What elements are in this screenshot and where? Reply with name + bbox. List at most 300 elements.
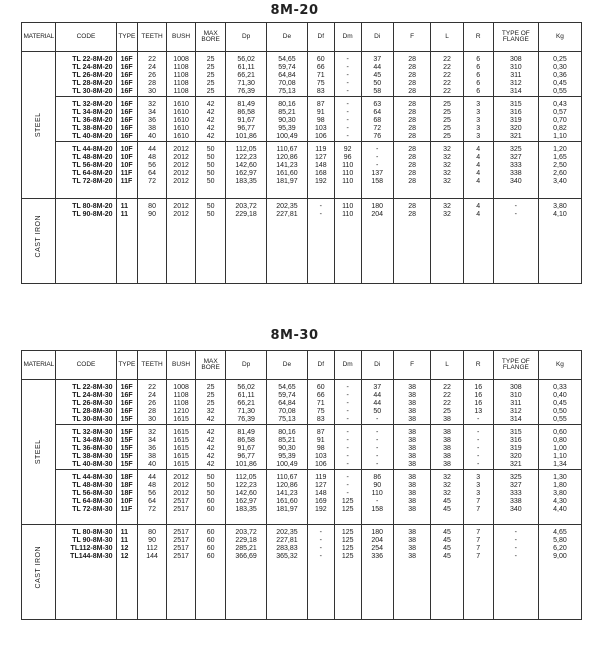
header-row xyxy=(22,351,582,380)
table-cell: 45 xyxy=(443,537,451,544)
column-code-cell xyxy=(56,52,116,97)
table-cell: 110,67 xyxy=(276,146,298,153)
table-cell: 38 xyxy=(408,529,417,536)
table-cell: 11 xyxy=(120,211,128,218)
table-cell: 22 xyxy=(443,384,451,391)
table-cell: 122,23 xyxy=(235,154,257,161)
column-type-cell xyxy=(116,525,137,620)
table-cell: 2517 xyxy=(173,553,189,560)
table-cell: 32 xyxy=(443,482,451,489)
table-cell: TL 38-8M-30 xyxy=(72,453,113,460)
table-cell: 22 xyxy=(443,72,451,79)
table-cell: 106 xyxy=(314,461,327,468)
table-cell: 86,58 xyxy=(237,109,255,116)
column-kg-cell xyxy=(538,470,581,525)
table-cell: 340 xyxy=(509,506,522,513)
table-cell: 38 xyxy=(408,545,417,552)
table-cell: 32 xyxy=(148,429,156,436)
table-cell: 162,97 xyxy=(235,170,257,177)
table-cell: 66 xyxy=(316,392,325,399)
table-cell: 6 xyxy=(476,56,481,63)
column-f-cell xyxy=(393,97,431,142)
table-cell: 90,30 xyxy=(278,117,296,124)
table-cell: 54,65 xyxy=(278,384,296,391)
table-cell: 38 xyxy=(443,416,451,423)
table-cell: 44 xyxy=(373,400,382,407)
table-cell: 110 xyxy=(342,170,354,177)
table-cell: 28 xyxy=(408,117,417,124)
table-cell: - xyxy=(514,529,517,536)
table-cell: - xyxy=(514,203,517,210)
table-cell: 333 xyxy=(509,162,522,169)
table-cell: TL 90-8M-20 xyxy=(72,211,113,218)
section-title-8m-20: 8M-20 xyxy=(270,3,319,18)
table-cell: 16 xyxy=(474,384,483,391)
table-cell: 2517 xyxy=(173,506,189,513)
column-de-cell xyxy=(267,525,308,620)
table-cell: 3 xyxy=(476,133,481,140)
table-cell: 7 xyxy=(476,498,481,505)
table-cell: 36 xyxy=(148,117,156,124)
table-cell: - xyxy=(346,408,349,415)
row-group xyxy=(22,199,582,284)
table-cell: 0,45 xyxy=(553,400,567,407)
table-cell: 28 xyxy=(408,178,417,185)
table-cell: 28 xyxy=(408,133,417,140)
column-header-bush: BUSH xyxy=(167,351,196,380)
column-r-cell xyxy=(463,97,493,142)
table-cell: 86,58 xyxy=(237,437,255,444)
table-cell: 4 xyxy=(476,162,481,169)
table-cell: - xyxy=(376,461,379,468)
table-cell: 110 xyxy=(342,178,354,185)
column-dp-cell xyxy=(226,52,267,97)
table-cell: 66,21 xyxy=(237,400,255,407)
table-cell: 327 xyxy=(509,482,522,489)
table-cell: 50 xyxy=(206,474,215,481)
column-max-bore-cell xyxy=(196,142,226,199)
table-cell: - xyxy=(477,461,480,468)
table-cell: - xyxy=(319,529,322,536)
table-cell: 112,05 xyxy=(235,146,257,153)
column-header-r: R xyxy=(463,351,493,380)
table-cell: 16F xyxy=(120,133,133,140)
column-dp-cell xyxy=(226,142,267,199)
column-dp-cell xyxy=(226,470,267,525)
table-cell: 11 xyxy=(120,529,128,536)
column-teeth-cell xyxy=(138,425,167,470)
table-cell: 101,86 xyxy=(235,133,257,140)
column-header-max-bore: MAX BORE xyxy=(196,23,226,52)
table-cell: - xyxy=(477,416,480,423)
table-cell: 203,72 xyxy=(235,203,257,210)
table-cell: 4 xyxy=(476,146,481,153)
table-cell: 96,77 xyxy=(237,125,255,132)
table-cell: 127 xyxy=(314,482,327,489)
column-f-cell xyxy=(393,380,431,425)
table-cell: 101,86 xyxy=(235,461,257,468)
material-cell xyxy=(22,380,56,525)
table-cell: 1,80 xyxy=(553,482,567,489)
table-cell: 42 xyxy=(206,416,215,423)
table-cell: 75,13 xyxy=(278,416,296,423)
table-cell: 11F xyxy=(120,170,133,177)
table-cell: 16F xyxy=(120,392,133,399)
table-cell: 28 xyxy=(408,80,417,87)
table-cell: TL 80-8M-30 xyxy=(72,529,113,536)
table-cell: 56,02 xyxy=(237,384,255,391)
table-cell: 10F xyxy=(120,162,133,169)
table-cell: 38 xyxy=(443,453,451,460)
column-header-r: R xyxy=(463,23,493,52)
table-cell: 42 xyxy=(206,125,215,132)
table-cell: 1,30 xyxy=(553,474,567,481)
column-di-cell xyxy=(361,525,393,620)
table-cell: 85,21 xyxy=(278,437,296,444)
column-de-cell xyxy=(267,52,308,97)
table-cell: 18F xyxy=(120,490,133,497)
column-dp-cell xyxy=(226,425,267,470)
table-cell: TL 34-8M-30 xyxy=(72,437,113,444)
table-cell: 311 xyxy=(510,72,522,79)
column-header-f: F xyxy=(393,351,431,380)
table-cell: 16F xyxy=(120,125,133,132)
table-cell: 15F xyxy=(120,429,133,436)
table-cell: 0,30 xyxy=(553,64,567,71)
column-kg-cell xyxy=(538,380,581,425)
table-cell: 0,43 xyxy=(553,101,567,108)
column-df-cell xyxy=(307,97,334,142)
column-df-cell xyxy=(307,470,334,525)
table-cell: 4 xyxy=(476,170,481,177)
table-cell: 4 xyxy=(476,203,481,210)
table-cell: 63 xyxy=(373,101,382,108)
table-cell: 80,16 xyxy=(278,429,296,436)
table-cell: 60 xyxy=(206,498,215,505)
table-cell: 90 xyxy=(373,482,382,489)
column-type-flange-cell xyxy=(493,380,538,425)
column-type-flange-cell xyxy=(493,97,538,142)
column-r-cell xyxy=(463,425,493,470)
column-teeth-cell xyxy=(138,525,167,620)
table-cell: 80 xyxy=(148,203,156,210)
column-di-cell xyxy=(361,142,393,199)
table-cell: 13 xyxy=(474,408,483,415)
column-type-cell xyxy=(116,52,137,97)
table-cell: 0,36 xyxy=(553,72,567,79)
table-cell: 28 xyxy=(148,80,156,87)
table-cell: - xyxy=(376,429,379,436)
column-code-cell xyxy=(56,525,116,620)
column-df-cell xyxy=(307,199,334,284)
table-cell: 45 xyxy=(443,545,451,552)
table-cell: 25 xyxy=(206,88,215,95)
table-cell: - xyxy=(346,117,349,124)
table-cell: 38 xyxy=(408,429,417,436)
table-cell: 15F xyxy=(120,437,133,444)
table-cell: 10F xyxy=(120,498,133,505)
column-r-cell xyxy=(463,142,493,199)
row-group xyxy=(22,425,582,470)
table-cell: - xyxy=(477,445,480,452)
column-header-type-flange: TYPE OF FLANGE xyxy=(493,23,538,52)
column-di-cell xyxy=(361,97,393,142)
table-cell: 38 xyxy=(408,490,417,497)
table-cell: 180 xyxy=(371,203,384,210)
column-code-cell xyxy=(56,470,116,525)
table-cell: 75 xyxy=(316,80,325,87)
table-cell: - xyxy=(346,445,349,452)
table-cell: 325 xyxy=(509,474,522,481)
table-cell: 11 xyxy=(120,537,128,544)
table-cell: - xyxy=(346,490,349,497)
table-cell: 11F xyxy=(120,178,133,185)
table-cell: 16F xyxy=(120,384,133,391)
table-cell: 0,50 xyxy=(553,408,567,415)
table-cell: 25 xyxy=(443,109,451,116)
table-cell: 4 xyxy=(476,178,481,185)
table-cell: 1,34 xyxy=(553,461,567,468)
table-cell: 75,13 xyxy=(278,88,296,95)
column-de-cell xyxy=(267,199,308,284)
table-cell: 203,72 xyxy=(235,529,257,536)
table-cell: 0,45 xyxy=(553,80,567,87)
table-cell: 148 xyxy=(314,162,327,169)
table-cell: 60 xyxy=(206,537,215,544)
table-cell: 59,74 xyxy=(278,392,296,399)
table-cell: 158 xyxy=(371,506,384,513)
table-cell: 283,83 xyxy=(276,545,298,552)
table-cell: - xyxy=(346,400,349,407)
table-cell: 180 xyxy=(371,529,384,536)
table-cell: 3 xyxy=(476,490,481,497)
table-cell: 56 xyxy=(148,162,156,169)
table-cell: - xyxy=(346,133,349,140)
column-type-cell xyxy=(116,97,137,142)
column-type-flange-cell xyxy=(493,525,538,620)
column-l-cell xyxy=(431,97,463,142)
table-cell: 38 xyxy=(148,125,156,132)
table-cell: 100,49 xyxy=(276,133,298,140)
column-code-cell xyxy=(56,97,116,142)
column-kg-cell xyxy=(538,52,581,97)
table-cell: 25 xyxy=(443,101,451,108)
table-cell: 12 xyxy=(120,545,129,552)
column-header-bush: BUSH xyxy=(167,23,196,52)
table-cell: 16F xyxy=(120,88,133,95)
table-cell: 28 xyxy=(148,408,156,415)
table-cell: 161,60 xyxy=(276,170,298,177)
table-cell: 1,20 xyxy=(553,146,567,153)
table-cell: 64,84 xyxy=(278,400,296,407)
table-cell: 181,97 xyxy=(276,178,298,185)
table-cell: 254 xyxy=(371,545,384,552)
table-cell: 59,74 xyxy=(278,64,296,71)
table-cell: 45 xyxy=(443,498,451,505)
column-teeth-cell xyxy=(138,52,167,97)
table-cell: 18F xyxy=(120,482,133,489)
table-cell: 85,21 xyxy=(278,109,296,116)
table-cell: 38 xyxy=(408,416,417,423)
column-type-flange-cell xyxy=(493,199,538,284)
table-cell: 32 xyxy=(443,162,451,169)
column-bush-cell xyxy=(167,380,196,425)
table-cell: 7 xyxy=(476,529,481,536)
table-cell: TL 22-8M-30 xyxy=(72,384,113,391)
table-cell: 10F xyxy=(120,154,133,161)
column-kg-cell xyxy=(538,199,581,284)
table-cell: 64 xyxy=(148,498,156,505)
table-cell: 1615 xyxy=(173,437,189,444)
table-cell: 4 xyxy=(476,211,481,218)
table-cell: TL 72-8M-30 xyxy=(72,506,113,513)
table-cell: 38 xyxy=(443,429,451,436)
table-cell: 3,80 xyxy=(553,203,567,210)
table-cell: - xyxy=(514,545,517,552)
table-cell: 28 xyxy=(408,64,417,71)
table-cell: TL 48-8M-30 xyxy=(72,482,113,489)
column-l-cell xyxy=(431,425,463,470)
table-cell: 7 xyxy=(476,537,481,544)
table-cell: 12 xyxy=(120,553,129,560)
table-cell: 25 xyxy=(206,392,215,399)
column-header-code: CODE xyxy=(56,351,116,380)
table-cell: - xyxy=(376,445,379,452)
table-cell: 38 xyxy=(408,506,417,513)
column-di-cell xyxy=(361,425,393,470)
column-header-de: De xyxy=(267,23,308,52)
table-cell: 2012 xyxy=(173,482,189,489)
table-cell: 315 xyxy=(509,429,522,436)
table-cell: 76,39 xyxy=(237,416,255,423)
table-cell: 58 xyxy=(373,88,382,95)
column-max-bore-cell xyxy=(196,380,226,425)
table-cell: 60 xyxy=(206,553,215,560)
table-cell: 315 xyxy=(509,101,522,108)
table-cell: 125 xyxy=(341,545,354,552)
table-cell: 60 xyxy=(206,506,215,513)
table-cell: 25 xyxy=(206,384,215,391)
table-cell: 3 xyxy=(476,109,481,116)
column-dm-cell xyxy=(334,52,361,97)
row-group xyxy=(22,525,582,620)
table-cell: 125 xyxy=(341,506,354,513)
column-di-cell xyxy=(361,199,393,284)
table-cell: 32 xyxy=(206,408,215,415)
table-cell: 3 xyxy=(476,117,481,124)
column-dm-cell xyxy=(334,199,361,284)
table-cell: 1108 xyxy=(173,88,189,95)
table-cell: 37 xyxy=(373,56,382,63)
table-cell: TL 40-8M-30 xyxy=(72,461,113,468)
table-cell: - xyxy=(346,101,349,108)
table-cell: 16 xyxy=(474,392,483,399)
table-cell: 40 xyxy=(148,133,156,140)
table-cell: 24 xyxy=(148,64,156,71)
table-cell: 48 xyxy=(148,154,156,161)
column-l-cell xyxy=(431,142,463,199)
table-cell: 38 xyxy=(408,392,417,399)
table-cell: TL 32-8M-30 xyxy=(72,429,113,436)
table-cell: 1610 xyxy=(173,133,189,140)
table-cell: TL 22-8M-20 xyxy=(72,56,113,63)
column-max-bore-cell xyxy=(196,470,226,525)
column-max-bore-cell xyxy=(196,199,226,284)
table-cell: 15F xyxy=(120,416,133,423)
table-cell: 48 xyxy=(148,482,156,489)
table-cell: 1610 xyxy=(173,125,189,132)
table-cell: 106 xyxy=(314,133,327,140)
table-cell: TL 28-8M-30 xyxy=(72,408,113,415)
table-cell: 6 xyxy=(476,80,481,87)
table-cell: 32 xyxy=(443,474,451,481)
table-cell: 38 xyxy=(408,437,417,444)
table-cell: TL144-8M-30 xyxy=(70,553,113,560)
table-cell: - xyxy=(376,437,379,444)
table-cell: 122,23 xyxy=(235,482,257,489)
table-cell: 1,10 xyxy=(553,133,567,140)
column-bush-cell xyxy=(167,199,196,284)
table-cell: 6 xyxy=(476,72,481,79)
table-cell: - xyxy=(376,154,379,161)
column-bush-cell xyxy=(167,52,196,97)
table-cell: 38 xyxy=(408,553,417,560)
table-cell: 1008 xyxy=(173,56,189,63)
table-cell: 26 xyxy=(148,72,156,79)
table-cell: 50 xyxy=(206,203,215,210)
column-bush-cell xyxy=(167,425,196,470)
table-cell: 1,10 xyxy=(553,453,567,460)
table-cell: 25 xyxy=(206,80,215,87)
section-title-8m-30: 8M-30 xyxy=(270,328,319,343)
table-cell: - xyxy=(346,416,349,423)
column-bush-cell xyxy=(167,142,196,199)
column-l-cell xyxy=(431,199,463,284)
table-cell: - xyxy=(346,125,349,132)
table-cell: 183,35 xyxy=(235,178,257,185)
table-cell: 1108 xyxy=(173,392,189,399)
table-cell: TL 30-8M-20 xyxy=(72,88,113,95)
table-cell: 142,60 xyxy=(235,162,257,169)
column-code-cell xyxy=(56,380,116,425)
table-cell: 4 xyxy=(476,154,481,161)
table-cell: 25 xyxy=(206,400,215,407)
table-cell: - xyxy=(346,474,349,481)
table-cell: TL 30-8M-30 xyxy=(72,416,113,423)
table-cell: TL 72-8M-20 xyxy=(72,178,113,185)
table-cell: 92 xyxy=(343,146,352,153)
table-cell: 28 xyxy=(408,211,417,218)
table-cell: 4,10 xyxy=(553,211,567,218)
table-cell: 50 xyxy=(206,211,215,218)
table-cell: 44 xyxy=(373,64,382,71)
table-cell: 38 xyxy=(408,384,417,391)
table-cell: 96,77 xyxy=(237,453,255,460)
table-cell: 71,30 xyxy=(237,408,255,415)
table-cell: 38 xyxy=(408,474,417,481)
table-cell: 28 xyxy=(408,56,417,63)
row-group xyxy=(22,52,582,97)
column-header-l: L xyxy=(431,23,463,52)
table-cell: 112,05 xyxy=(235,474,257,481)
table-cell: - xyxy=(376,453,379,460)
table-cell: 91,67 xyxy=(237,445,255,452)
table-cell: 110 xyxy=(342,203,354,210)
table-cell: 319 xyxy=(509,445,522,452)
table-cell: 81,49 xyxy=(237,429,255,436)
column-f-cell xyxy=(393,199,431,284)
table-cell: 32 xyxy=(443,211,451,218)
